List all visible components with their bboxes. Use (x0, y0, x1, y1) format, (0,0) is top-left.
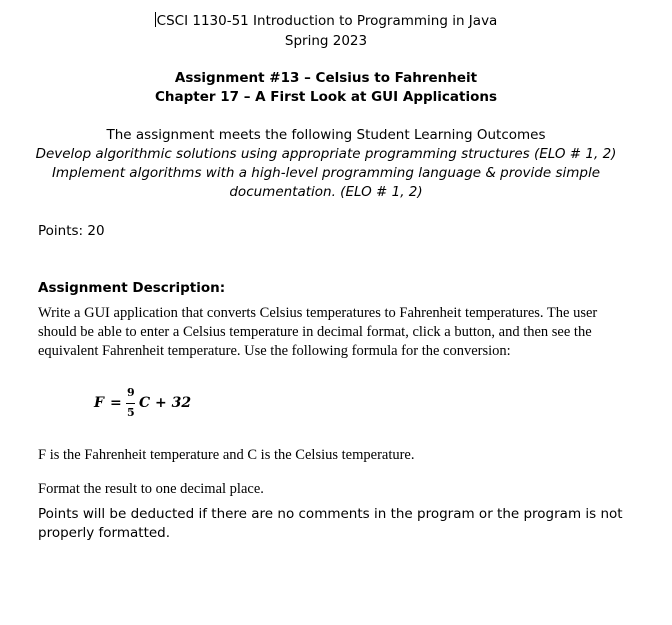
outcome-line-2: Implement algorithms with a high-level programming language & provide simple (51, 165, 601, 181)
formula-lhs: F (94, 395, 104, 411)
points-label: Points: 20 (38, 223, 105, 239)
course-term: Spring 2023 (284, 33, 368, 49)
outcome-line-1: Develop algorithmic solutions using appropriate programming structures (ELO # 1, 2) (35, 146, 617, 162)
format-note: Format the result to one decimal place. (38, 481, 264, 497)
formula-equals: = (110, 395, 122, 411)
deduction-note: Points will be deducted if there are no comments in the program or the program is not properly formatted. (38, 506, 623, 541)
formula-rhs: C + 32 (139, 395, 192, 411)
formula-numerator: 9 (127, 386, 135, 399)
text-cursor (155, 12, 156, 27)
outcome-line-3: documentation. (ELO # 1, 2) (229, 184, 423, 200)
fraction-bar (126, 403, 135, 404)
description-heading: Assignment Description: (38, 280, 226, 296)
formula-denominator: 5 (127, 406, 135, 419)
description-body: Write a GUI application that converts Celsius temperatures to Fahrenheit temperatures. The user should be able to enter a Celsius temperature in decimal format, click a button, and then see the equivalent Fahrenheit temperature. Use the following formula for the conversion: (38, 305, 598, 359)
variables-note: F is the Fahrenheit temperature and C is the Celsius temperature. (38, 447, 415, 463)
outcomes-intro: The assignment meets the following Student Learning Outcomes (106, 127, 546, 143)
assignment-title: Assignment #13 – Celsius to Fahrenheit (174, 70, 478, 86)
course-title (0, 12, 652, 31)
course-title-text: CSCI 1130-51 Introduction to Programming in Java (156, 13, 498, 29)
assignment-chapter: Chapter 17 – A First Look at GUI Applications (154, 89, 498, 105)
